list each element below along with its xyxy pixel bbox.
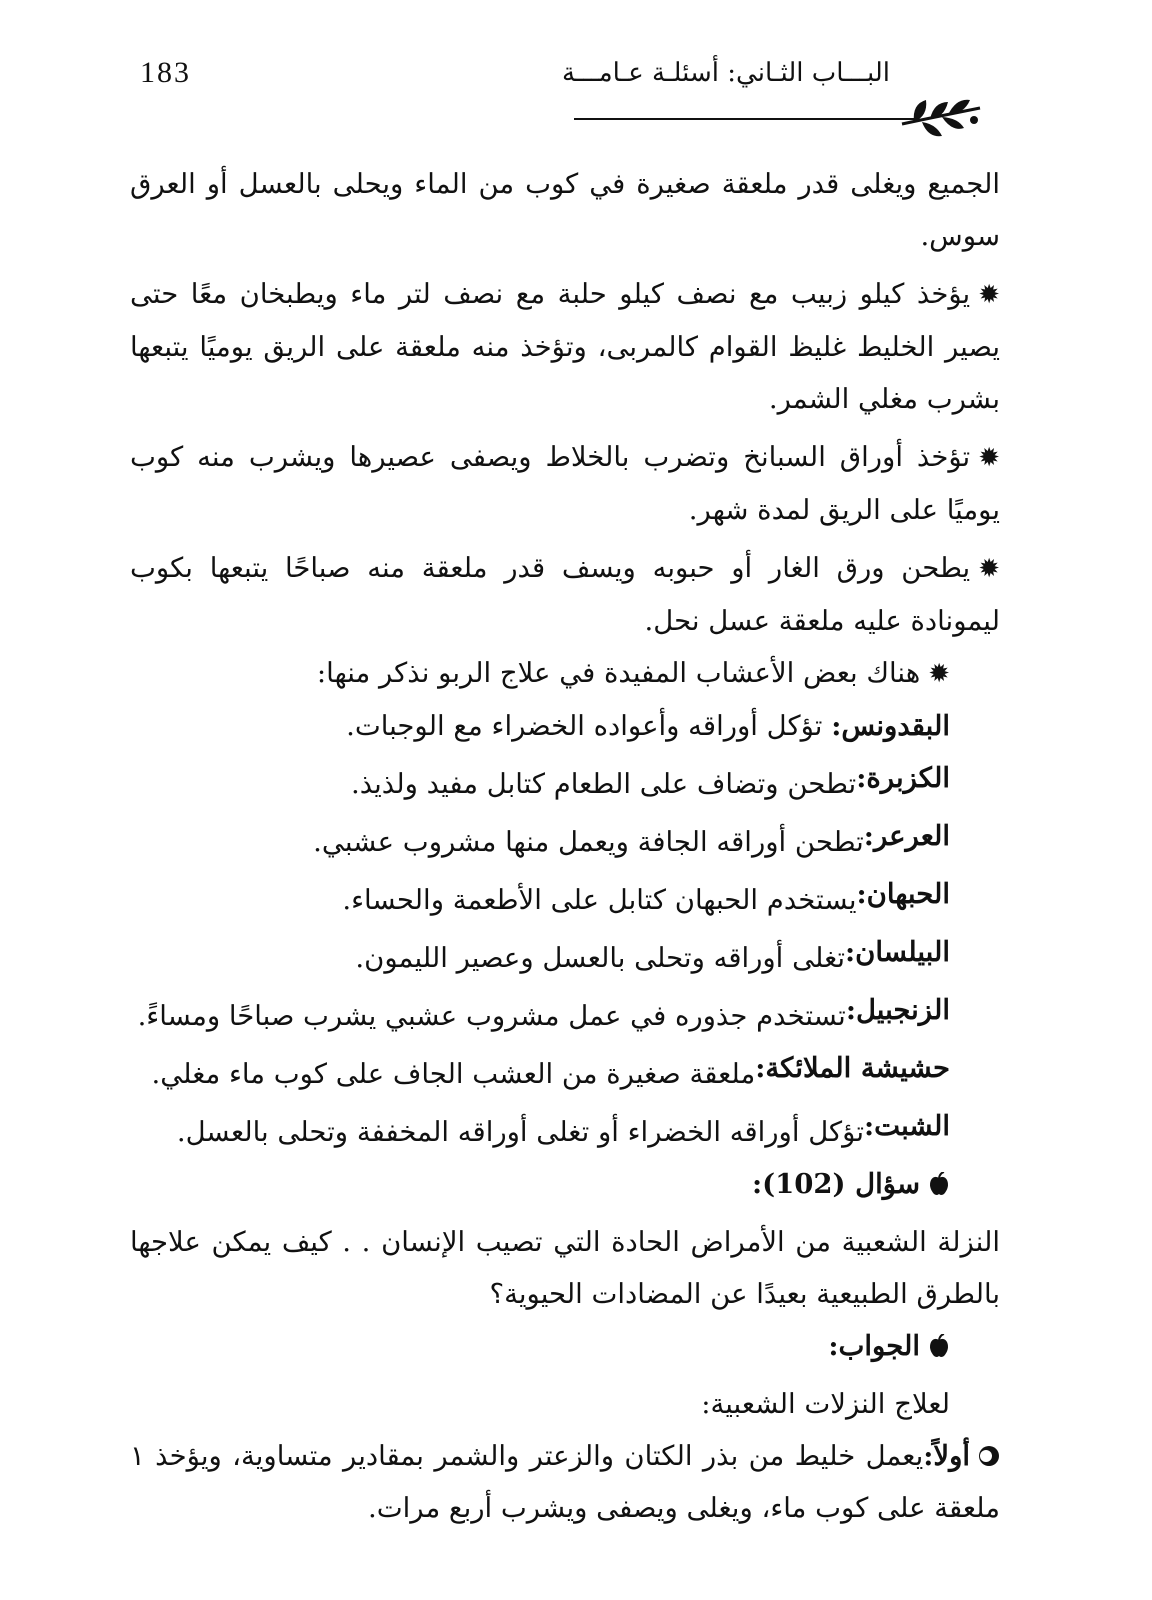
paragraph-bay-leaf (130, 542, 1000, 647)
page-body (130, 158, 1000, 1534)
apple-icon (928, 1172, 950, 1196)
herb-name: البيلسان: (845, 936, 950, 968)
herbs-intro (130, 647, 950, 700)
herb-name: الزنجبيل: (845, 994, 950, 1026)
paragraph-raisins (130, 268, 1000, 425)
leaf-branch-icon (900, 94, 982, 140)
herb-description: يستخدم الحبهان كتابل على الأطعمة والحساء. (342, 884, 857, 916)
header-rule (574, 118, 914, 120)
herbs-section (130, 647, 950, 1158)
herb-item (130, 926, 950, 984)
answer-label: الجواب: (828, 1330, 920, 1362)
question-label: سؤال (102): (751, 1168, 920, 1200)
first-point-text: يعمل خليط من بذر الكتان والزعتر والشمر بمقادير متساوية، ويؤخذ ١ ملعقة على كوب ماء، ويغلى ويصفى ويشرب أربع مرات. (130, 1440, 1000, 1524)
star-bullet-icon: ✹ (978, 280, 1000, 310)
first-point-label: أولاً: (923, 1440, 970, 1472)
herb-description: ملعقة صغيرة من العشب الجاف على كوب ماء مغلي. (151, 1058, 756, 1090)
page-number: 183 (140, 56, 191, 89)
herb-name: العرعر: (863, 820, 950, 852)
star-bullet-icon: ✹ (978, 443, 1000, 473)
answer-intro: لعلاج النزلات الشعبية: (701, 1388, 950, 1420)
herb-description: تؤكل أوراقه الخضراء أو تغلى أوراقه المخففة وتحلى بالعسل. (176, 1116, 864, 1148)
paragraph-spinach (130, 431, 1000, 536)
star-bullet-icon: ✹ (928, 659, 950, 689)
herb-description: تؤكل أوراقه وأعواده الخضراء مع الوجبات. (346, 710, 823, 742)
herb-description: تغلى أوراقه وتحلى بالعسل وعصير الليمون. (355, 942, 846, 974)
herb-description: تطحن وتضاف على الطعام كتابل مفيد ولذيذ. (350, 768, 857, 800)
answer-first-point (130, 1430, 1000, 1534)
paragraph-text: يطحن ورق الغار أو حبوبه ويسف قدر ملعقة منه صباحًا يتبعها بكوب ليمونادة عليه ملعقة عسل نحل. (130, 552, 1000, 637)
herb-item (130, 752, 950, 810)
question-text: النزلة الشعبية من الأمراض الحادة التي تصيب الإنسان . . كيف يمكن علاجها بالطرق الطبيعية بعيدًا عن المضادات الحيوية؟ (130, 1226, 1000, 1310)
herbs-intro-text: هناك بعض الأعشاب المفيدة في علاج الربو نذكر منها: (316, 657, 921, 689)
herb-name: البقدونس: (831, 710, 950, 742)
herb-item (130, 1042, 950, 1100)
herb-item (130, 810, 950, 868)
herb-item (130, 868, 950, 926)
herb-description: تطحن أوراقه الجافة ويعمل منها مشروب عشبي. (313, 826, 864, 858)
herb-name: حشيشة الملائكة: (755, 1052, 950, 1084)
paragraph-text: تؤخذ أوراق السبانخ وتضرب بالخلاط ويصفى عصيرها ويشرب منه كوب يوميًا على الريق لمدة شهر. (130, 441, 1000, 526)
herb-description: تستخدم جذوره في عمل مشروب عشبي يشرب صباحًا ومساءً. (137, 1000, 846, 1032)
answer-heading (130, 1320, 950, 1372)
paragraph-text: يؤخذ كيلو زبيب مع نصف كيلو حلبة مع نصف لتر ماء ويطبخان معًا حتى يصير الخليط غليظ القوام كالمربى، وتؤخذ منه ملعقة على الريق يوميًا يتبعها بشرب مغلي الشمر. (130, 278, 1000, 415)
herb-item (130, 1100, 950, 1158)
star-bullet-icon: ✹ (978, 554, 1000, 584)
herb-item (130, 700, 950, 752)
crescent-icon (978, 1445, 1000, 1467)
question-heading (130, 1158, 950, 1210)
herb-name: الحبهان: (856, 878, 950, 910)
herb-name: الشبت: (863, 1110, 950, 1142)
herb-name: الكزبرة: (856, 762, 950, 794)
apple-icon (928, 1334, 950, 1358)
herb-item (130, 984, 950, 1042)
running-title: البـــاب الثـاني: أسئلـة عـامـــة (561, 58, 890, 88)
paragraph-continuation: الجميع ويغلى قدر ملعقة صغيرة في كوب من الماء ويحلى بالعسل أو العرق سوس. (130, 168, 1000, 252)
